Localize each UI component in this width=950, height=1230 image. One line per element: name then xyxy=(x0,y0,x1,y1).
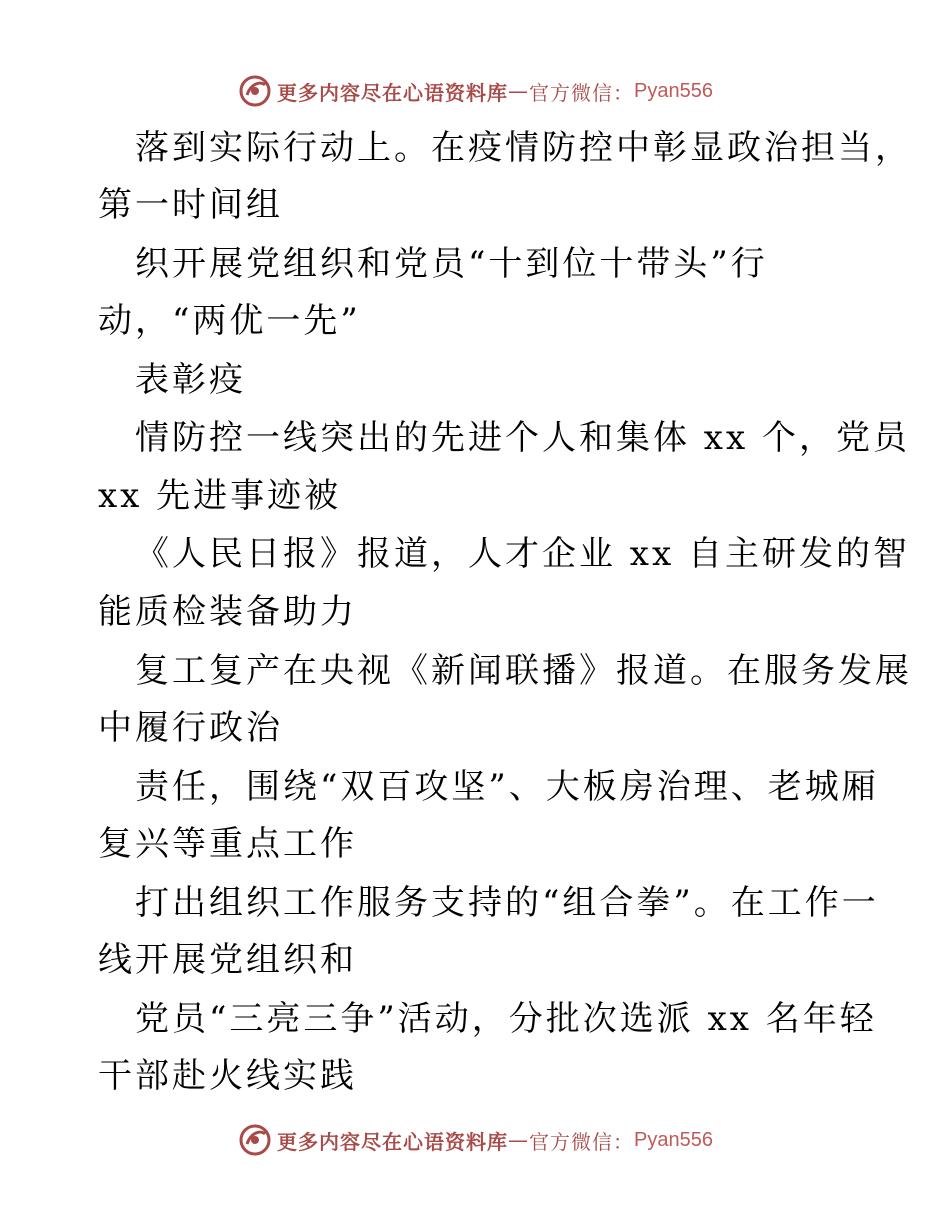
text-line: 打出组织工作服务支持的“组合拳”。在工作一 xyxy=(135,883,879,923)
watermark-footer xyxy=(0,1120,950,1160)
text-line: 第一时间组 xyxy=(98,185,283,225)
text-line: 中履行政治 xyxy=(98,708,283,748)
text-line: 党员“三亮三争”活动，分批次选派 xx 名年轻 xyxy=(135,999,877,1039)
watermark-text: 更多内容尽在心语资料库 xyxy=(277,80,509,105)
text-line: 织开展党组织和党员“十到位十带头”行 xyxy=(135,244,768,284)
text-line: 表彰疫 xyxy=(135,360,246,400)
watermark-code: Pyan556 xyxy=(634,1128,713,1151)
logo-icon xyxy=(237,1122,273,1158)
text-line: 能质检装备助力 xyxy=(98,592,357,632)
logo-icon xyxy=(237,73,273,109)
watermark-text: 更多内容尽在心语资料库 xyxy=(277,1129,509,1154)
watermark-dash: — xyxy=(508,1128,530,1152)
text-line: 《人民日报》报道，人才企业 xx 自主研发的智 xyxy=(135,534,910,574)
text-line: 复工复产在央视《新闻联播》报道。在服务发展 xyxy=(135,651,912,691)
watermark-dash: — xyxy=(508,79,530,103)
text-line: 落到实际行动上。在疫情防控中彰显政治担当， xyxy=(135,128,912,168)
text-line: 复兴等重点工作 xyxy=(98,824,357,864)
watermark-code: Pyan556 xyxy=(634,79,713,102)
text-line: 情防控一线突出的先进个人和集体 xx 个，党员 xyxy=(135,418,910,458)
text-line: 干部赴火线实践 xyxy=(98,1056,357,1096)
text-line: xx 先进事迹被 xyxy=(98,476,342,516)
text-line: 责任，围绕“双百攻坚”、大板房治理、老城厢 xyxy=(135,767,879,807)
text-line: 动，“两优一先” xyxy=(98,301,361,341)
watermark-header xyxy=(0,71,950,111)
text-line: 线开展党组织和 xyxy=(98,940,357,980)
watermark-official: 官方微信： xyxy=(529,80,635,105)
watermark-official: 官方微信： xyxy=(529,1129,635,1154)
